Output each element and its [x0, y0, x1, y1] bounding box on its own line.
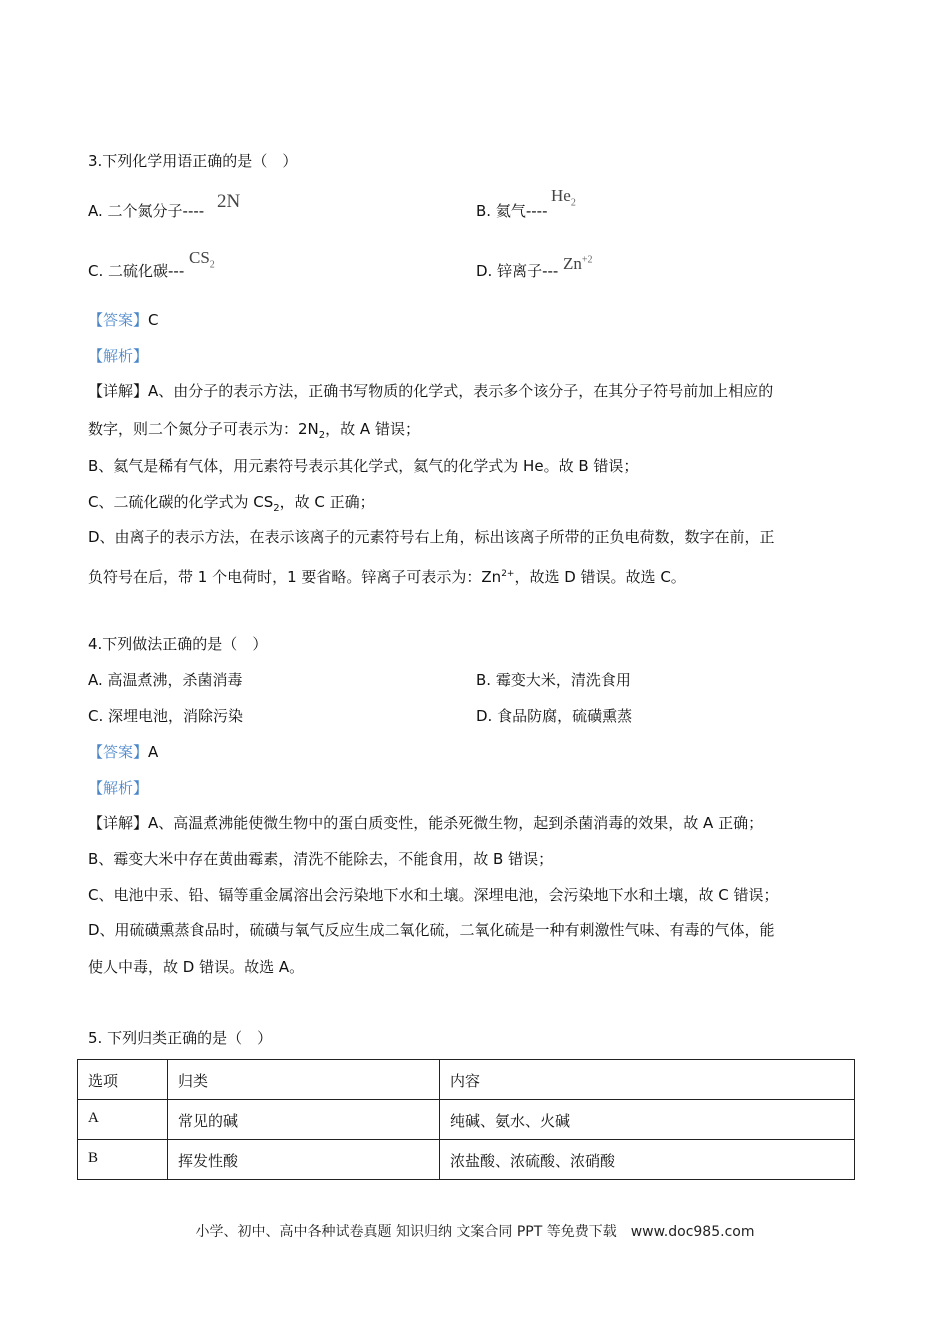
q3-detail-line-2: 数字，则二个氮分子可表示为：$2N_2$，故 A 错误；	[88, 420, 420, 441]
q4-option-d: D. 食品防腐，硫磺熏蒸	[476, 707, 633, 725]
q3-detail-line-5: D、由离子的表示方法，在表示该离子的元素符号右上角，标出该离子所带的正负电荷数，数字在前，正	[88, 528, 775, 546]
table-cell: A	[78, 1100, 168, 1140]
page-footer: 小学、初中、高中各种试卷真题 知识归纳 文案合同 PPT 等免费下载 www.doc985.com	[195, 1224, 755, 1240]
table-cell: 常见的碱	[168, 1100, 440, 1140]
table-header-cell: 选项	[78, 1060, 168, 1100]
q3-detail-line-1: 【详解】A、由分子的表示方法，正确书写物质的化学式，表示多个该分子，在其分子符号前加上相应的	[88, 382, 774, 400]
answer-tag: 【答案】	[88, 311, 149, 329]
q4-stem: 4.下列做法正确的是（ ）	[88, 635, 268, 653]
table-header-row	[78, 1060, 855, 1100]
table-cell: B	[78, 1140, 168, 1180]
q5-stem: 5. 下列归类正确的是（ ）	[88, 1029, 273, 1047]
q3-option-c: C. 二硫化碳---	[88, 262, 185, 280]
q4-detail-line-1: 【详解】A、高温煮沸能使微生物中的蛋白质变性，能杀死微生物，起到杀菌消毒的效果，故 A 正确；	[88, 814, 764, 832]
table-header-cell: 归类	[168, 1060, 440, 1100]
q3-option-a: A. 二个氮分子----	[88, 202, 205, 220]
table-cell: 纯碱、氨水、火碱	[440, 1100, 855, 1140]
table-header-cell: 内容	[440, 1060, 855, 1100]
q3-detail-line-3: B、氦气是稀有气体，用元素符号表示其化学式，氦气的化学式为 He。故 B 错误；	[88, 457, 639, 475]
q3-answer: 【答案】C	[88, 311, 159, 329]
q3-option-b-formula: $He_2$	[551, 186, 576, 209]
table-row	[78, 1140, 855, 1180]
q4-detail-line-2: B、霉变大米中存在黄曲霉素，清洗不能除去，不能食用，故 B 错误；	[88, 850, 554, 868]
q3-detail-line-4: C、二硫化碳的化学式为 $CS_2$，故 C 正确；	[88, 493, 375, 514]
answer-tag: 【答案】	[88, 743, 149, 761]
table-row	[78, 1100, 855, 1140]
q4-answer: 【答案】A	[88, 743, 159, 761]
q3-option-c-formula: $CS_2$	[189, 248, 215, 271]
q3-stem: 3.下列化学用语正确的是（ ）	[88, 152, 298, 170]
q4-detail-line-3: C、电池中汞、铅、镉等重金属溶出会污染地下水和土壤。深埋电池，会污染地下水和土壤，故 C 错误；	[88, 886, 779, 904]
q4-option-a: A. 高温煮沸，杀菌消毒	[88, 671, 243, 689]
q3-option-b: B. 氦气----	[476, 202, 548, 220]
q4-detail-line-4: D、用硫磺熏蒸食品时，硫磺与氧气反应生成二氧化硫，二氧化硫是一种有刺激性气味、有毒的气体，能	[88, 921, 775, 939]
q3-option-a-formula: 2N	[217, 191, 241, 212]
q3-detail-line-6: 负符号在后，带 1 个电荷时，1 要省略。锌离子可表示为：$Zn^{2+}$，故选 D 错误。故选 C。	[88, 568, 686, 586]
q4-detail-line-5: 使人中毒，故 D 错误。故选 A。	[88, 958, 305, 976]
q4-analysis-tag: 【解析】	[88, 779, 149, 797]
q3-analysis-tag: 【解析】	[88, 347, 149, 365]
table-cell: 挥发性酸	[168, 1140, 440, 1180]
table-cell: 浓盐酸、浓硫酸、浓硝酸	[440, 1140, 855, 1180]
q3-option-d: D. 锌离子---	[476, 262, 559, 280]
q3-option-d-formula: $Zn^{+2}$	[563, 254, 593, 273]
q4-option-b: B. 霉变大米，清洗食用	[476, 671, 631, 689]
q5-table	[77, 1059, 855, 1180]
q4-option-c: C. 深埋电池，消除污染	[88, 707, 244, 725]
